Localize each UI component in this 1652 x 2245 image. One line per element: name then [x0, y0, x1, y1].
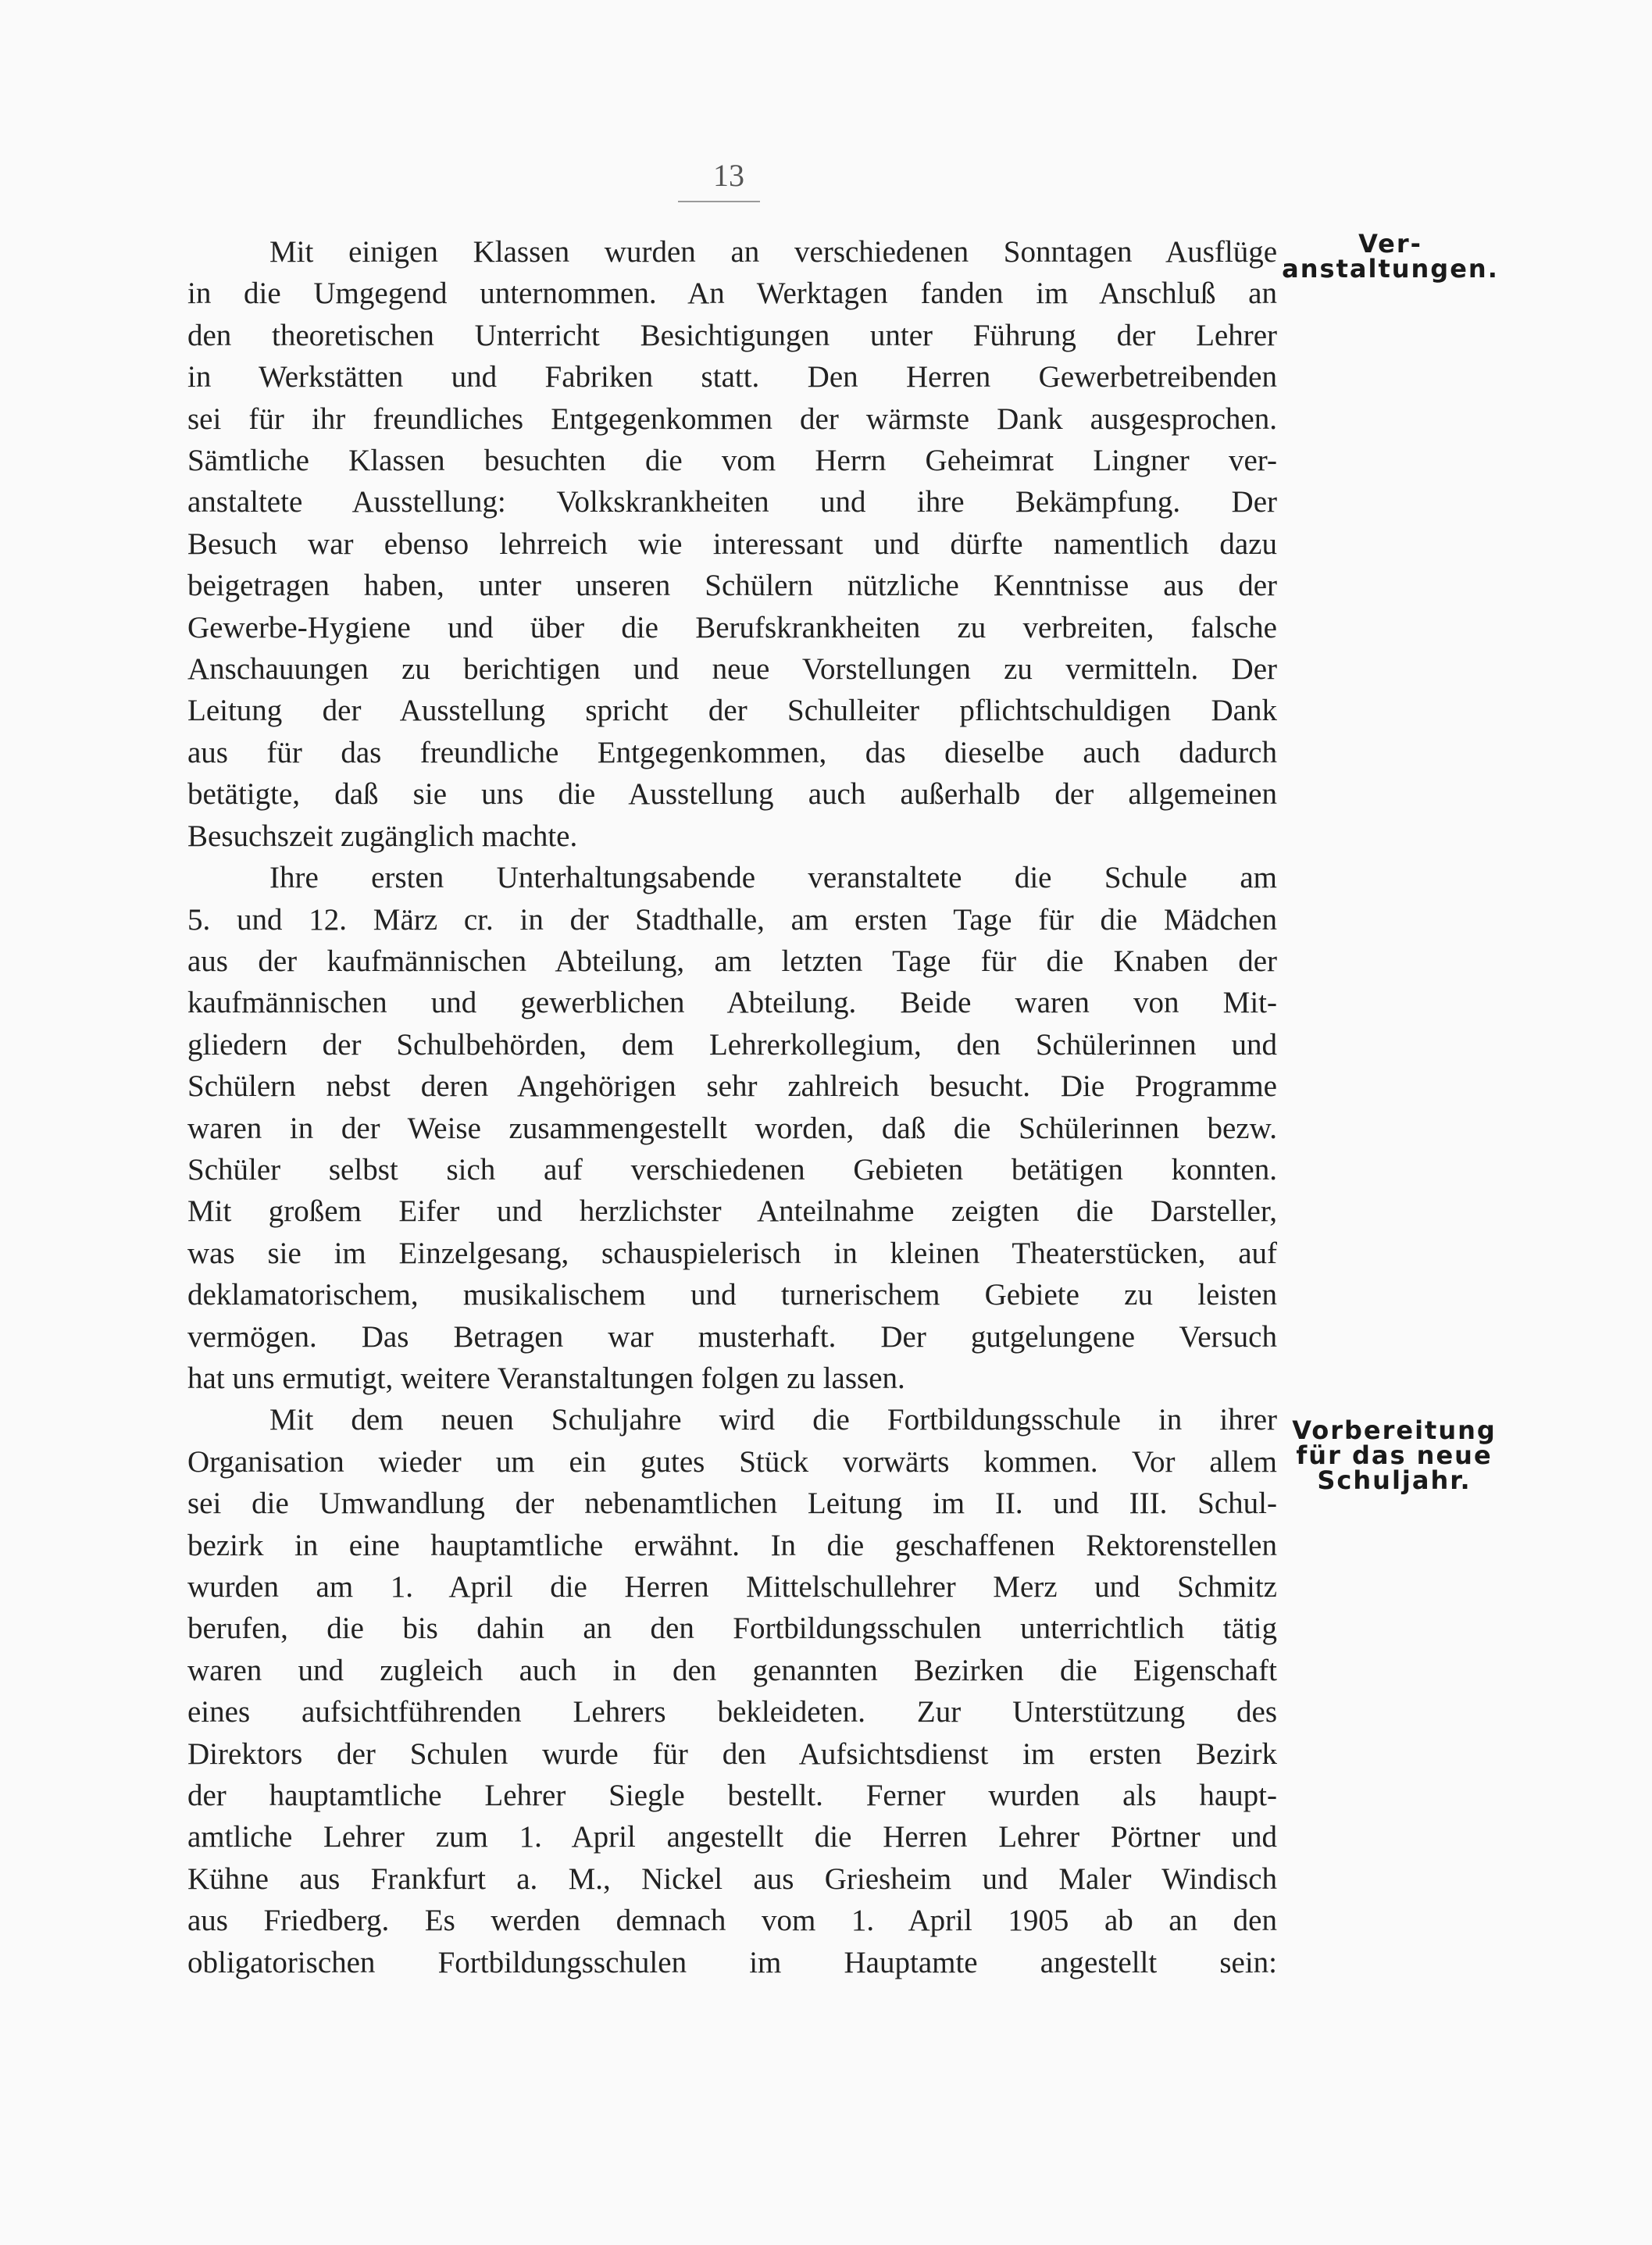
- text-line: Mit großem Eifer und herzlichster Anteilnahme zeigten die Darsteller,: [187, 1194, 1277, 1229]
- text-line: Schülern nebst deren Angehörigen sehr zahlreich besucht. Die Programme: [187, 1069, 1277, 1104]
- paragraph-new-school-year: [187, 1399, 1277, 1983]
- text-line: Besuch war ebenso lehrreich wie interessant und dürfte namentlich dazu: [187, 526, 1277, 561]
- side-note-line: für das neue: [1296, 1440, 1493, 1470]
- text-line: betätigte, daß sie uns die Ausstellung auch außerhalb der allgemeinen: [187, 777, 1277, 812]
- text-line: Kühne aus Frankfurt a. M., Nickel aus Griesheim und Maler Windisch: [187, 1861, 1277, 1896]
- side-note-line: Vorbereitung: [1292, 1415, 1497, 1445]
- text-line: bezirk in eine hauptamtliche erwähnt. In die geschaffenen Rektorenstellen: [187, 1528, 1277, 1562]
- side-note-line: Ver-: [1358, 229, 1422, 259]
- text-line: den theoretischen Unterricht Besichtigungen unter Führung der Lehrer: [187, 318, 1277, 352]
- text-line: Leitung der Ausstellung spricht der Schulleiter pflichtschuldigen Dank: [187, 694, 1277, 728]
- text-line: sei für ihr freundliches Entgegenkommen der wärmste Dank ausgesprochen.: [187, 402, 1277, 436]
- text-line: Organisation wieder um ein gutes Stück vorwärts kommen. Vor allem: [187, 1444, 1277, 1479]
- text-line: der hauptamtliche Lehrer Siegle bestellt. Ferner wurden als haupt-: [187, 1779, 1277, 1813]
- text-line: amtliche Lehrer zum 1. April angestellt die Herren Lehrer Pörtner und: [187, 1820, 1277, 1854]
- side-note-veranstaltungen: [1281, 229, 1500, 284]
- text-line: Mit dem neuen Schuljahre wird die Fortbildungsschule in ihrer: [269, 1403, 1277, 1437]
- paragraph-excursions: [187, 231, 1277, 857]
- text-line: Mit einigen Klassen wurden an verschiedenen Sonntagen Ausflüge: [269, 235, 1277, 269]
- text-line: berufen, die bis dahin an den Fortbildungsschulen unterrichtlich tätig: [187, 1611, 1277, 1646]
- text-line: Ihre ersten Unterhaltungsabende veranstaltete die Schule am: [269, 861, 1277, 895]
- text-line: hat uns ermutigt, weitere Veranstaltungen folgen zu lassen.: [187, 1361, 905, 1395]
- text-line: sei die Umwandlung der nebenamtlichen Leitung im II. und III. Schul-: [187, 1487, 1277, 1521]
- paragraph-entertainment-evenings: [187, 857, 1277, 1399]
- main-text: [187, 231, 1277, 1983]
- text-line: Schüler selbst sich auf verschiedenen Gebieten betätigen konnten.: [187, 1152, 1277, 1187]
- text-line: 5. und 12. März cr. in der Stadthalle, am ersten Tage für die Mädchen: [187, 902, 1277, 937]
- text-line: Besuchszeit zugänglich machte.: [187, 819, 578, 853]
- text-line: aus Friedberg. Es werden demnach vom 1. April 1905 ab an den: [187, 1904, 1277, 1938]
- text-line: in die Umgegend unternommen. An Werktagen fanden im Anschluß an: [187, 277, 1277, 311]
- text-line: Sämtliche Klassen besuchten die vom Herrn Geheimrat Lingner ver-: [187, 444, 1277, 478]
- text-line: in Werkstätten und Fabriken statt. Den Herren Gewerbetreibenden: [187, 360, 1277, 394]
- text-line: vermögen. Das Betragen war musterhaft. Der gutgelungene Versuch: [187, 1319, 1277, 1354]
- text-line: was sie im Einzelgesang, schauspielerisch in kleinen Theaterstücken, auf: [187, 1236, 1277, 1270]
- text-line: deklamatorischem, musikalischem und turnerischem Gebiete zu leisten: [187, 1278, 1277, 1312]
- text-line: gliedern der Schulbehörden, dem Lehrerkollegium, den Schülerinnen und: [187, 1027, 1277, 1062]
- text-line: kaufmännischen und gewerblichen Abteilung. Beide waren von Mit-: [187, 986, 1277, 1020]
- text-line: Gewerbe-Hygiene und über die Berufskrankheiten zu verbreiten, falsche: [187, 610, 1277, 644]
- page-number-rule: [678, 201, 760, 202]
- text-line: waren und zugleich auch in den genannten Bezirken die Eigenschaft: [187, 1653, 1277, 1687]
- text-line: beigetragen haben, unter unseren Schülern nützliche Kenntnisse aus der: [187, 569, 1277, 603]
- text-line: waren in der Weise zusammengestellt worden, daß die Schülerinnen bezw.: [187, 1111, 1277, 1145]
- text-line: anstaltete Ausstellung: Volkskrankheiten und ihre Bekämpfung. Der: [187, 485, 1277, 519]
- text-line: eines aufsichtführenden Lehrers bekleideten. Zur Unterstützung des: [187, 1695, 1277, 1729]
- text-line: Direktors der Schulen wurde für den Aufsichtsdienst im ersten Bezirk: [187, 1736, 1277, 1771]
- text-line: aus der kaufmännischen Abteilung, am letzten Tage für die Knaben der: [187, 944, 1277, 978]
- text-line: aus für das freundliche Entgegenkommen, das dieselbe auch dadurch: [187, 735, 1277, 769]
- page-number: 13: [713, 158, 744, 193]
- side-note-line: anstaltungen.: [1282, 254, 1499, 284]
- text-line: wurden am 1. April die Herren Mittelschullehrer Merz und Schmitz: [187, 1570, 1277, 1604]
- side-note-vorbereitung: [1277, 1415, 1511, 1495]
- side-note-line: Schuljahr.: [1317, 1465, 1472, 1495]
- text-line: obligatorischen Fortbildungsschulen im Hauptamte angestellt sein:: [187, 1945, 1277, 1979]
- text-line: Anschauungen zu berichtigen und neue Vorstellungen zu vermitteln. Der: [187, 652, 1277, 687]
